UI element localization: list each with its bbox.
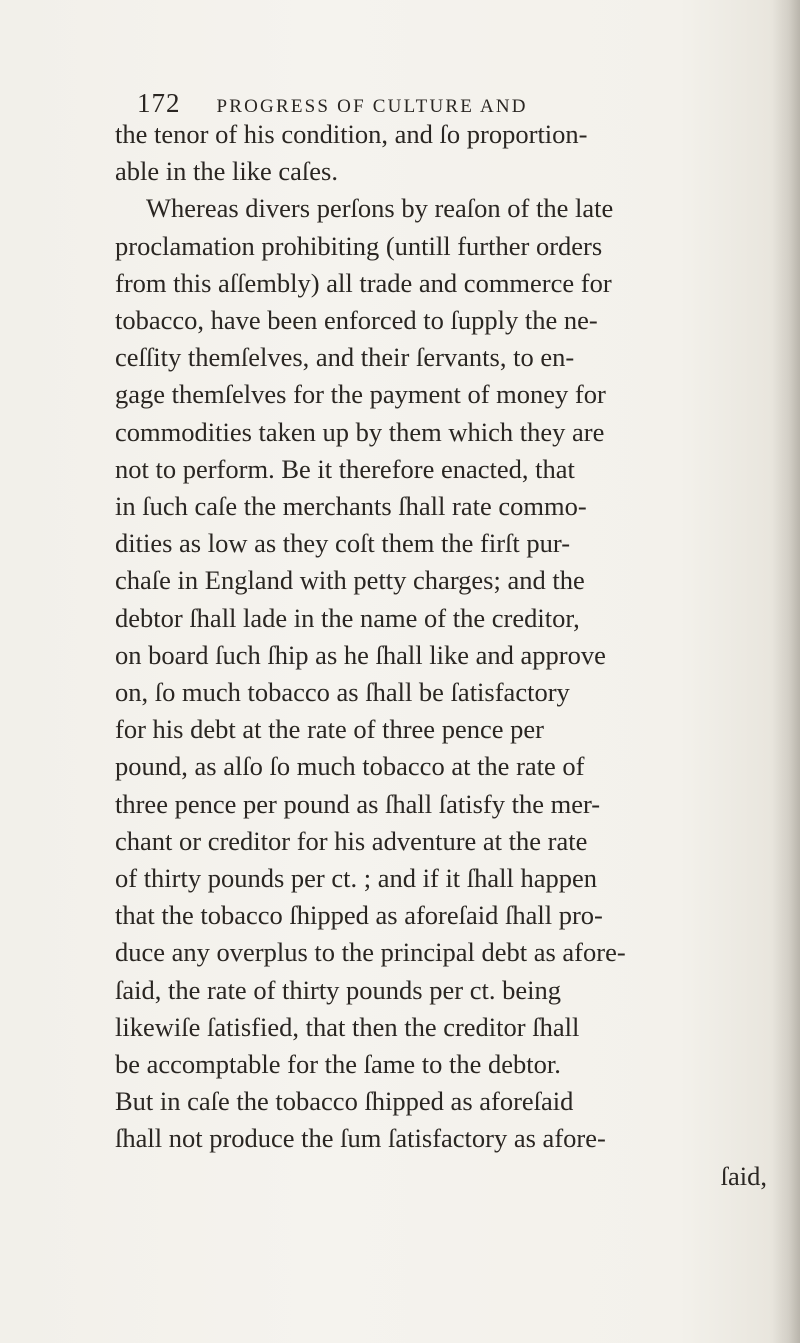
text-line: for his debt at the rate of three pence per xyxy=(115,714,544,745)
text-line: ceſſity themſelves, and their ſervants, to en- xyxy=(115,342,575,373)
text-line: But in caſe the tobacco ſhipped as aforeſaid xyxy=(115,1086,574,1117)
text-line: from this aſſembly) all trade and commerce for xyxy=(115,267,612,298)
text-line: pound, as alſo ſo much tobacco at the rate of xyxy=(115,751,585,782)
text-line: dities as low as they coſt them the firſt pur- xyxy=(115,528,571,559)
text-line: the tenor of his condition, and ſo proportion- xyxy=(115,119,588,149)
catchword: ſaid, xyxy=(720,1160,767,1191)
text-line: three pence per pound as ſhall ſatisfy the mer- xyxy=(115,788,601,819)
page-number: 172 xyxy=(137,88,181,118)
text-line: ſhall not produce the ſum ſatisfactory as afore- xyxy=(115,1123,606,1154)
text-line: chaſe in England with petty charges; and the xyxy=(115,565,585,596)
text-line: able in the like caſes. xyxy=(115,156,338,187)
text-line: commodities taken up by them which they are xyxy=(115,416,605,447)
text-line: in ſuch caſe the merchants ſhall rate commo- xyxy=(115,491,587,522)
text-line: tobacco, have been enforced to ſupply the ne- xyxy=(115,305,598,336)
text-line: debtor ſhall lade in the name of the creditor, xyxy=(115,602,580,633)
body-text xyxy=(115,116,770,1195)
text-line: on board ſuch ſhip as he ſhall like and approve xyxy=(115,639,606,670)
text-line: duce any overplus to the principal debt as afore- xyxy=(115,937,626,968)
text-line: be accomptable for the ſame to the debtor. xyxy=(115,1049,561,1080)
text-line: gage themſelves for the payment of money for xyxy=(115,379,606,410)
text-line: Whereas divers perſons by reaſon of the late xyxy=(146,193,614,224)
page-edge-shadow xyxy=(772,0,800,1343)
text-line: ſaid, the rate of thirty pounds per ct. being xyxy=(115,974,561,1005)
text-line: chant or creditor for his adventure at the rate xyxy=(115,825,588,856)
text-line: not to perform. Be it therefore enacted, that xyxy=(115,453,575,484)
text-line: proclamation prohibiting (untill further orders xyxy=(115,230,603,261)
text-line: of thirty pounds per ct. ; and if it ſhall happen xyxy=(115,863,598,894)
running-title: PROGRESS OF CULTURE AND xyxy=(216,96,528,117)
text-line: likewiſe ſatisfied, that then the creditor ſhall xyxy=(115,1011,580,1042)
text-line: that the tobacco ſhipped as aforeſaid ſhall pro- xyxy=(115,900,603,931)
text-line: on, ſo much tobacco as ſhall be ſatisfactory xyxy=(115,677,570,708)
